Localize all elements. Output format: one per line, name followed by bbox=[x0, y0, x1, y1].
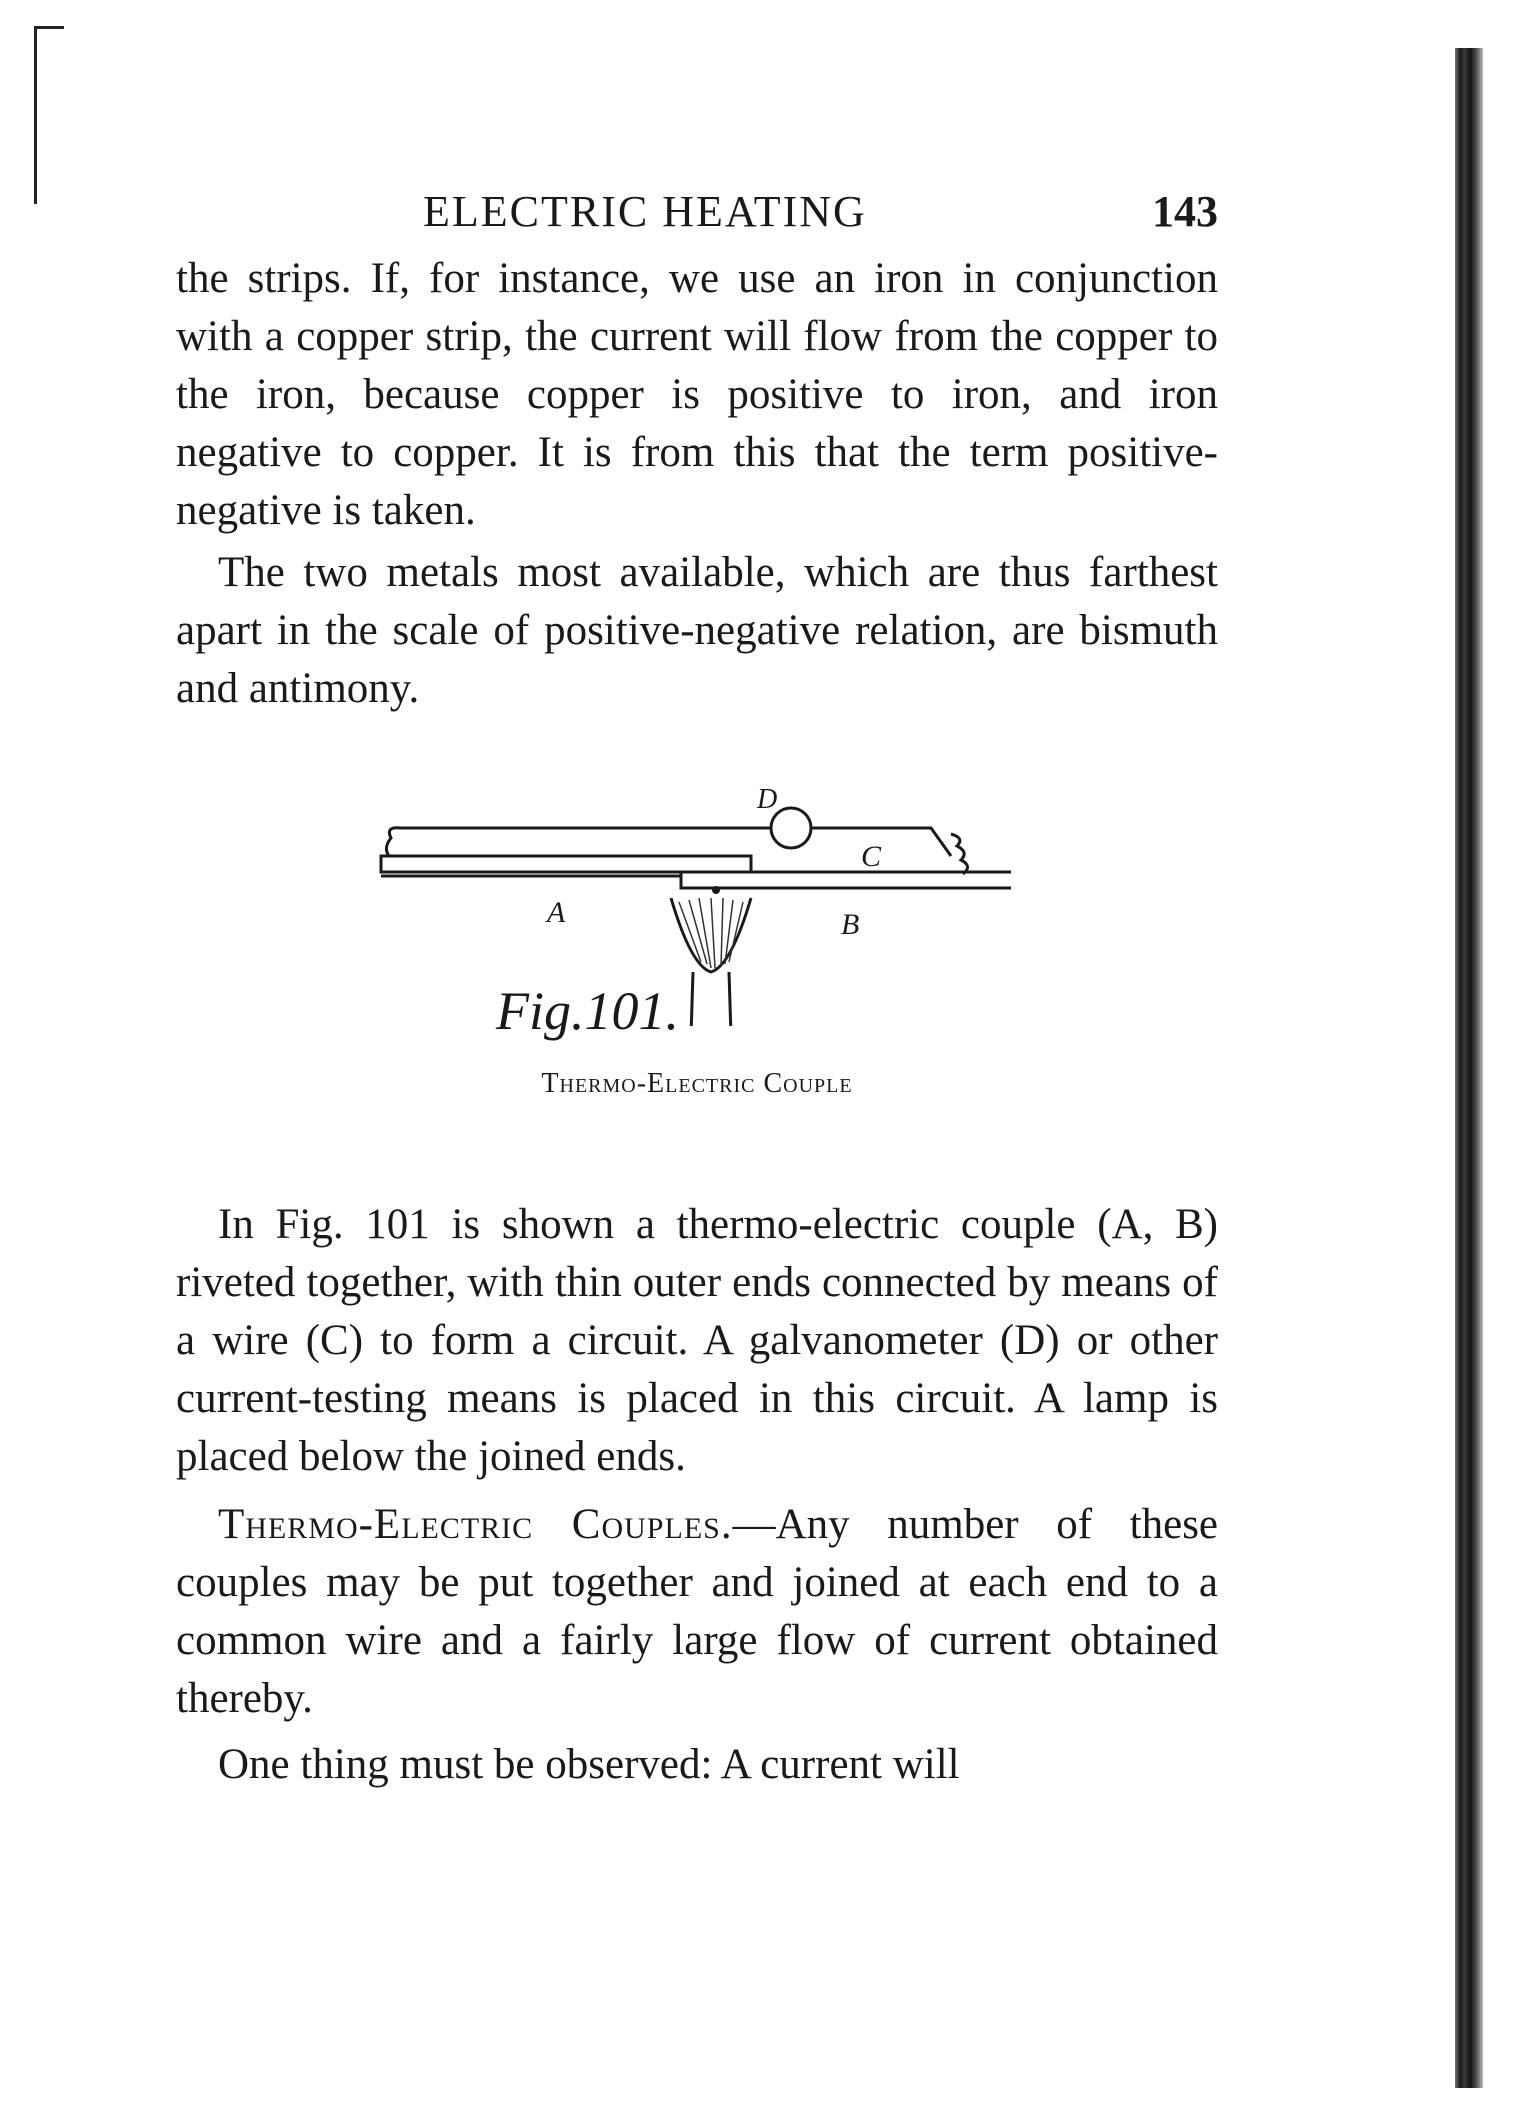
paragraph-4-body: —Any number of these couples may be put together and joined at each end to a common wire and a fairly large flow of current obtained thereby. bbox=[176, 1501, 1219, 1722]
label-d: D bbox=[757, 786, 778, 815]
running-header bbox=[176, 180, 1218, 250]
paragraph-4 bbox=[176, 1496, 1218, 1728]
wire-right-coil bbox=[951, 834, 968, 874]
wire-left-end bbox=[386, 828, 401, 856]
label-a: A bbox=[547, 896, 566, 929]
paragraph-3: In Fig. 101 is shown a thermo-electric couple (A, B) riveted together, with thin outer ends connected by means of a wire (C) to form a circuit. A galvanometer (D) or other current-testing means is placed in this circuit. A lamp is placed below the joined ends. bbox=[176, 1201, 1218, 1480]
paragraph-1: the strips. If, for instance, we use an iron in conjunction with a copper strip, the current will flow from the copper to the iron, because copper is positive to iron, and iron negative to copper. It is from this that the term positive-negative is taken. bbox=[176, 255, 1218, 534]
label-c: C bbox=[861, 840, 882, 873]
crop-mark bbox=[34, 26, 37, 204]
page-number: 143 bbox=[1152, 187, 1218, 236]
figure-label: Fig.101. bbox=[496, 981, 679, 1041]
book-page bbox=[176, 180, 1218, 1794]
running-title: ELECTRIC HEATING bbox=[423, 187, 867, 236]
figure-caption: Thermo-Electric Couple bbox=[541, 1068, 853, 1099]
lamp-wick bbox=[691, 972, 731, 1026]
figure-101 bbox=[176, 718, 1218, 1130]
flame-strokes bbox=[679, 898, 743, 968]
rivet bbox=[712, 886, 720, 894]
thermo-electric-couple-diagram bbox=[371, 786, 1011, 1026]
book-spine-edge bbox=[1455, 48, 1483, 2088]
crop-mark-top bbox=[34, 26, 64, 29]
label-b: B bbox=[841, 908, 860, 941]
paragraph-5: One thing must be observed: A current will bbox=[218, 1741, 960, 1788]
paragraph-2: The two metals most available, which are thus farthest apart in the scale of positive-negative relation, are bismuth and antimony. bbox=[176, 549, 1218, 712]
strip-b bbox=[681, 872, 1011, 888]
strip-a bbox=[381, 856, 751, 872]
section-lead: Thermo-Electric Couples. bbox=[218, 1501, 733, 1548]
